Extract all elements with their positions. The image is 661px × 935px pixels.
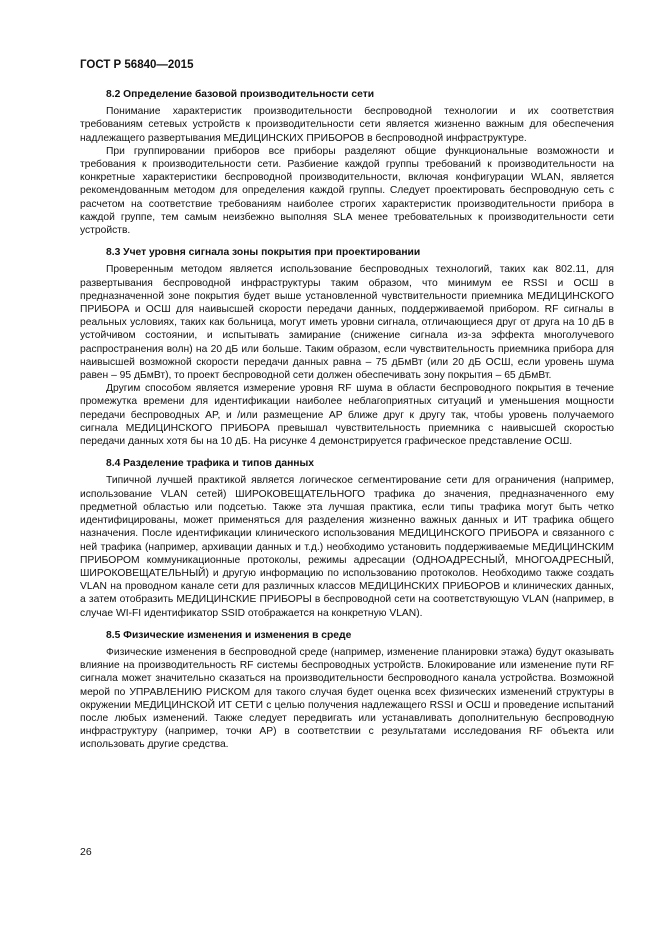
- paragraph: При группировании приборов все приборы разделяют общие функциональные возможности и требования к производительности сети. Разбиение каждой группы требований к производительности на конкретные характеристики беспроводной производительности, включая конфигурации WLAN, является рекомендованным методом для определения каждой группы. Следует проектировать беспроводную сеть с расчетом на соответствие требованиям наиболее строгих характеристик производительности прибора в каждой группе, тем самым неизбежно выполняя SLA менее требовательных к производительности сети устройств.: [80, 145, 614, 237]
- section-8-3: [80, 246, 614, 448]
- paragraph: Физические изменения в беспроводной среде (например, изменение планировки этажа) будут оказывать влияние на производительность RF системы беспроводных устройств. Блокирование или изменение пути RF сигнала может значительно сказаться на производительности беспроводного канала устройства. Возможной мерой по УПРАВЛЕНИЮ РИСКОМ для такого случая будет оценка всех физических изменений структуры в окружении МЕДИЦИНСКОЙ ИТ СЕТИ с целью получения надлежащего RSSI и ОСШ и проведение испытаний после любых изменений. Также следует передвигать или устанавливать дополнительную беспроводную инфраструктуру (например, точки AP) в соответствии с результатами исследования RF объекта или использовать другие средства.: [80, 646, 614, 751]
- paragraph: Типичной лучшей практикой является логическое сегментирование сети для ограничения (например, использование VLAN сетей) ШИРОКОВЕЩАТЕЛЬНОГО трафика до значения, предназначенного ему предметной областью или подсетью. Также эта лучшая практика, если типы трафика могут быть четко идентифицированы, может применяться для разделения жизненно важных данных и ИТ трафика общего назначения. После идентификации клинического использования МЕДИЦИНСКОГО ПРИБОРА и связанного с ней трафика (например, архивации данных и т.д.) необходимо установить поддерживаемые МЕДИЦИНСКИМ ПРИБОРОМ коммуникационные протоколы, режимы адресации (ОДНОАДРЕСНЫЙ, МНОГОАДРЕСНЫЙ, ШИРОКОВЕЩАТЕЛЬНЫЙ) и другую информацию по использованию протоколов. Необходимо также создать VLAN на проводном канале сети для различных классов МЕДИЦИНСКИХ ПРИБОРОВ и клинических данных, а затем отобразить МЕДИЦИНСКИЕ ПРИБОРЫ в беспроводной сети на соответствующую VLAN (например, в случае WI-FI идентификатор SSID отображается на конкретную VLAN).: [80, 475, 614, 619]
- section-heading: 8.3 Учет уровня сигнала зоны покрытия при проектировании: [106, 247, 421, 259]
- section-heading: 8.5 Физические изменения и изменения в среде: [106, 629, 352, 641]
- section-heading: 8.2 Определение базовой производительности сети: [106, 89, 375, 100]
- document-body: [80, 88, 614, 761]
- paragraph: Понимание характеристик производительности беспроводной технологии и их соответствия требованиям сетевых устройств к производительности сети является жизненно важным для обеспечения надлежащего развертывания МЕДИЦИНСКИХ ПРИБОРОВ в беспроводной инфраструктуре.: [80, 106, 614, 144]
- page-number: 26: [80, 846, 92, 858]
- paragraph: Проверенным методом является использование беспроводных технологий, таких как 802.11, для развертывания беспроводной инфраструктуры таким образом, что минимум ее RSSI и ОСШ в предназначенной зоне покрытия будет выше установленной чувствительности приемника МЕДИЦИНСКОГО ПРИБОРА и ОСШ для наивысшей скорости передачи данных, поддерживаемой прибором. RF сигналы в реальных условиях, таких как больница, могут иметь уровни сигнала, отличающиеся друг от друга на 10 дБ в устойчивом состоянии, и испытывать замирание (снижение сигнала из-за эффекта многолучевого распространения волн) на 20 дБ или больше. Таким образом, если чувствительность приемника прибора для наивысшей возможной скорости передачи данных равна – 75 дБмВт (или 20 дБ ОСШ, если уровень шума равен – 95 дБмВт), то проект беспроводной сети должен обеспечивать зону покрытия – 65 дБмВт.: [80, 264, 614, 382]
- section-8-4: [80, 457, 614, 619]
- section-heading: 8.4 Разделение трафика и типов данных: [106, 458, 315, 470]
- section-8-5: [80, 629, 614, 752]
- paragraph: Другим способом является измерение уровня RF шума в области беспроводного покрытия в течение промежутка времени для идентификации наиболее неблагоприятных ситуаций и уменьшения мощности передачи беспроводных AP, и /или размещение AP ближе друг к другу так, чтобы уровень получаемого сигнала МЕДИЦИНСКОГО ПРИБОРА превышал чувствительность приемника с наивысшей скоростью передачи данных хотя бы на 10 дБ. На рисунке 4 демонстрируется графическое представление ОСШ.: [80, 383, 614, 448]
- section-8-2: [80, 88, 614, 237]
- document-code-header: ГОСТ Р 56840—2015: [80, 59, 194, 71]
